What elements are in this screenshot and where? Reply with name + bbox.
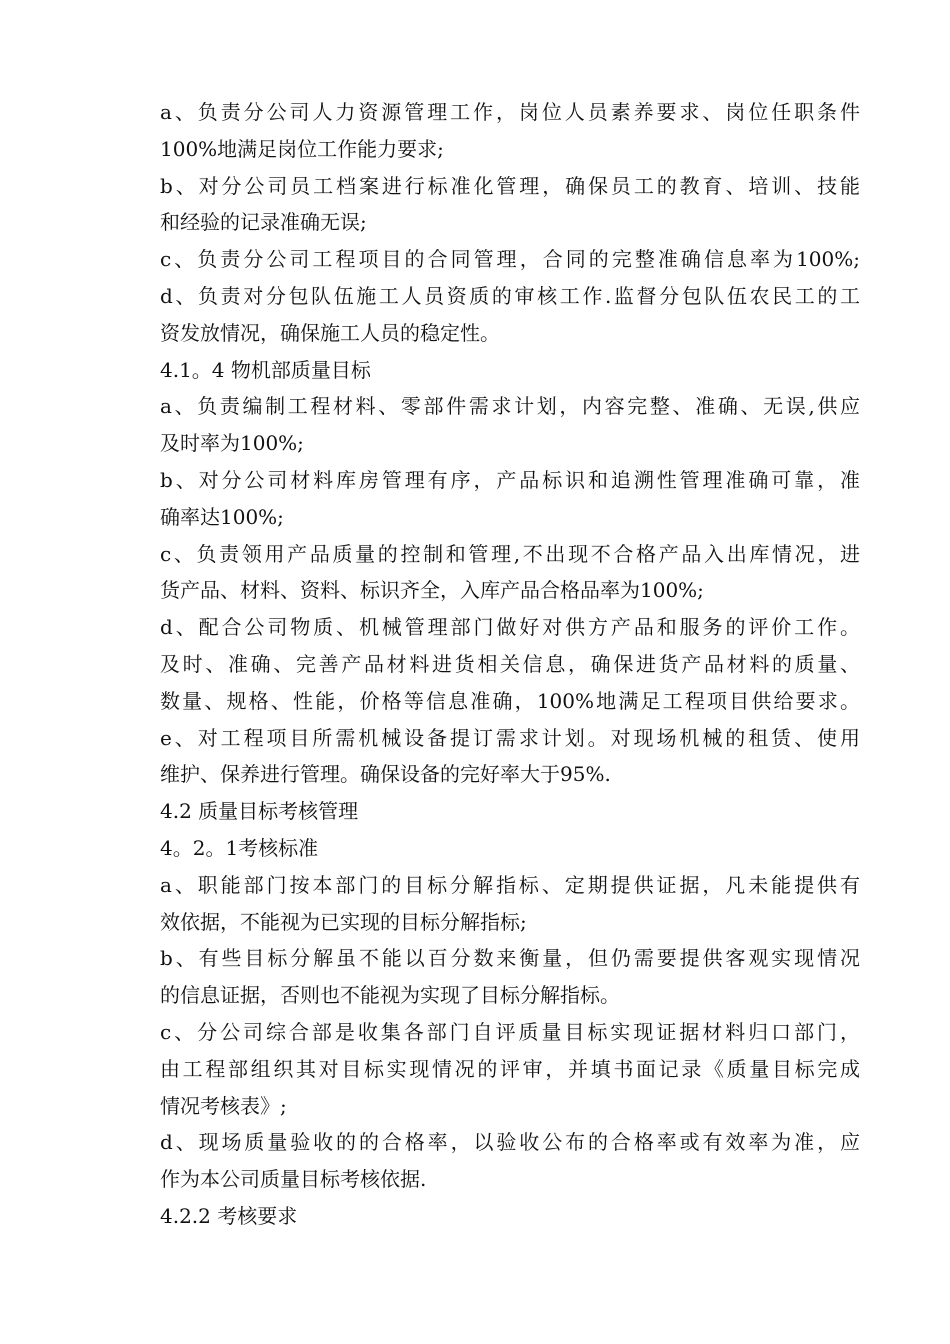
text-line: 情况考核表》; <box>160 1093 287 1118</box>
text-line: d、现场质量验收的的合格率，以验收公布的合格率或有效率为准，应 <box>160 1130 860 1155</box>
section-heading: 4.2 质量目标考核管理 <box>160 799 359 824</box>
text-line: 资发放情况，确保施工人员的稳定性。 <box>160 320 500 345</box>
text-line: 和经验的记录准确无误; <box>160 210 367 235</box>
text-line: c、负责分公司工程项目的合同管理，合同的完整准确信息率为100%; <box>160 247 860 272</box>
text-line: 数量、规格、性能，价格等信息准确，100%地满足工程项目供给要求。 <box>160 688 860 713</box>
text-line: 及时率为100%; <box>160 431 304 456</box>
text-line: d、负责对分包队伍施工人员资质的审核工作.监督分包队伍农民工的工 <box>160 283 860 308</box>
text-line: 作为本公司质量目标考核依据. <box>160 1167 427 1192</box>
section-heading: 4.1。4 物机部质量目标 <box>160 357 371 382</box>
text-line: 的信息证据，否则也不能视为实现了目标分解指标。 <box>160 983 620 1008</box>
text-line: b、有些目标分解虽不能以百分数来衡量，但仍需要提供客观实现情况 <box>160 946 860 971</box>
text-line: b、对分公司材料库房管理有序，产品标识和追溯性管理准确可靠，准 <box>160 467 860 492</box>
text-line: 效依据，不能视为已实现的目标分解指标; <box>160 909 527 934</box>
text-line: a、负责分公司人力资源管理工作，岗位人员素养要求、岗位任职条件 <box>160 100 860 124</box>
text-line: 维护、保养进行管理。确保设备的完好率大于95%. <box>160 762 611 787</box>
text-line: c、分公司综合部是收集各部门自评质量目标实现证据材料归口部门， <box>160 1019 860 1044</box>
text-line: a、负责编制工程材料、零部件需求计划，内容完整、准确、无误,供应 <box>160 394 860 419</box>
section-heading: 4。2。1考核标准 <box>160 835 319 860</box>
text-line: c、负责领用产品质量的控制和管理,不出现不合格产品入出库情况，进 <box>160 541 860 566</box>
text-line: 确率达100%; <box>160 504 284 529</box>
text-line: b、对分公司员工档案进行标准化管理，确保员工的教育、培训、技能 <box>160 173 860 198</box>
text-line: 由工程部组织其对目标实现情况的评审，并填书面记录《质量目标完成 <box>160 1056 860 1081</box>
section-heading: 4.2.2 考核要求 <box>160 1203 298 1228</box>
document-body <box>160 94 860 1235</box>
text-line: 100%地满足岗位工作能力要求; <box>160 136 444 161</box>
text-line: d、配合公司物质、机械管理部门做好对供方产品和服务的评价工作。 <box>160 615 860 640</box>
text-line: 及时、准确、完善产品材料进货相关信息，确保进货产品材料的质量、 <box>160 651 860 676</box>
text-line: e、对工程项目所需机械设备提订需求计划。对现场机械的租赁、使用 <box>160 725 860 750</box>
text-line: 货产品、材料、资料、标识齐全，入库产品合格品率为100%; <box>160 578 704 603</box>
text-line: a、职能部门按本部门的目标分解指标、定期提供证据，凡未能提供有 <box>160 872 860 897</box>
